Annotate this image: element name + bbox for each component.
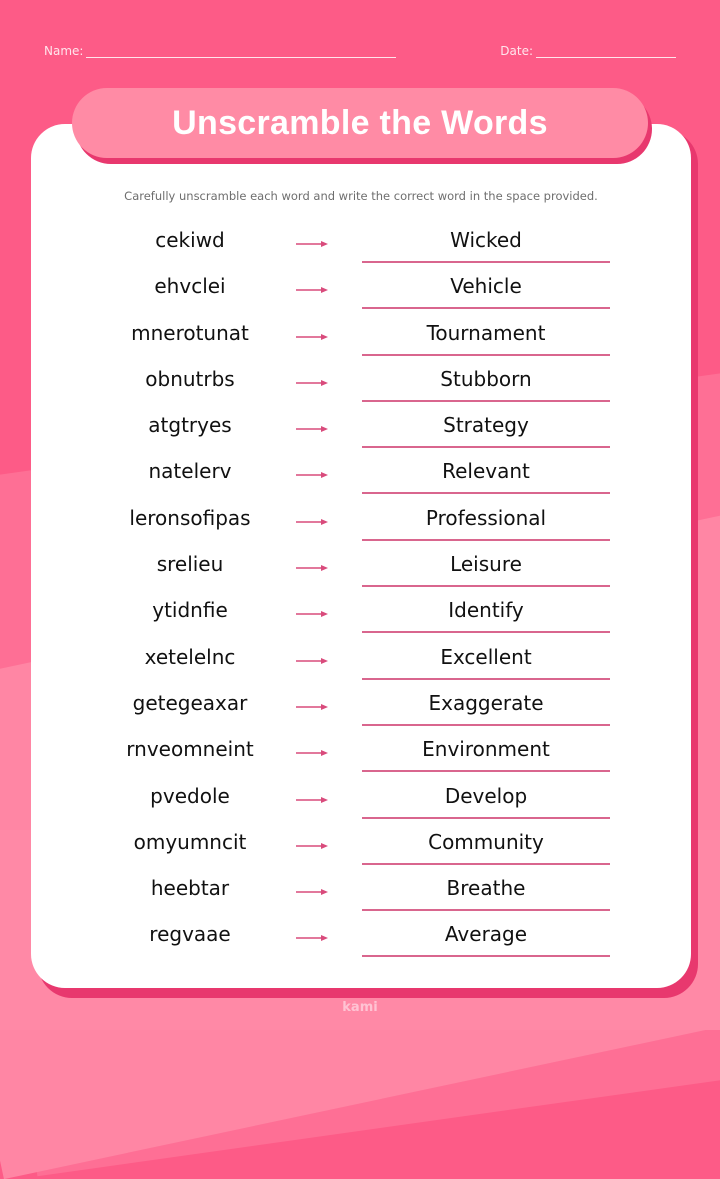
right-arrow-icon <box>296 518 328 526</box>
right-arrow-icon <box>296 333 328 341</box>
word-row <box>0 824 720 870</box>
right-arrow-icon <box>296 379 328 387</box>
word-row <box>0 268 720 314</box>
right-arrow-icon <box>296 703 328 711</box>
word-row <box>0 407 720 453</box>
answer-field[interactable]: Average <box>444 922 528 947</box>
right-arrow-icon <box>296 610 328 618</box>
answer-field[interactable]: Environment <box>422 737 550 762</box>
scrambled-word: natelerv <box>148 459 232 484</box>
word-row <box>0 731 720 777</box>
name-input-line[interactable] <box>86 43 396 58</box>
word-row <box>0 315 720 361</box>
scrambled-word: omyumncit <box>133 829 247 854</box>
kami-logo: kami <box>342 1000 378 1015</box>
instructions: Carefully unscramble each word and write the correct word in the space provided. <box>124 189 598 203</box>
scrambled-word: leronsofipas <box>129 505 251 530</box>
answer-field[interactable]: Develop <box>444 783 528 808</box>
worksheet-header <box>44 38 676 58</box>
date-input-line[interactable] <box>536 43 676 58</box>
word-list <box>0 222 720 963</box>
word-row <box>0 361 720 407</box>
word-row <box>0 870 720 916</box>
scrambled-word: srelieu <box>156 552 224 577</box>
date-field[interactable] <box>500 43 676 58</box>
answer-line <box>362 631 610 633</box>
answer-field[interactable]: Strategy <box>443 413 529 438</box>
right-arrow-icon <box>296 749 328 757</box>
scrambled-word: rnveomneint <box>126 737 254 762</box>
word-row <box>0 546 720 592</box>
right-arrow-icon <box>296 888 328 896</box>
answer-line <box>362 261 610 263</box>
date-label: Date: <box>500 44 533 58</box>
scrambled-word: regvaae <box>149 922 231 947</box>
answer-line <box>362 724 610 726</box>
answer-field[interactable]: Stubborn <box>440 366 532 391</box>
answer-line <box>362 400 610 402</box>
answer-line <box>362 354 610 356</box>
name-field[interactable] <box>44 43 396 58</box>
answer-field[interactable]: Exaggerate <box>428 690 544 715</box>
right-arrow-icon <box>296 240 328 248</box>
right-arrow-icon <box>296 796 328 804</box>
scrambled-word: cekiwd <box>155 228 225 252</box>
scrambled-word: mnerotunat <box>131 320 249 345</box>
page-title: Unscramble the Words <box>72 88 648 158</box>
answer-line <box>362 770 610 772</box>
answer-field[interactable]: Wicked <box>450 228 522 252</box>
right-arrow-icon <box>296 934 328 942</box>
scrambled-word: ytidnfie <box>152 598 228 623</box>
right-arrow-icon <box>296 286 328 294</box>
answer-line <box>362 817 610 819</box>
answer-field[interactable]: Relevant <box>442 459 530 484</box>
answer-line <box>362 307 610 309</box>
answer-field[interactable]: Leisure <box>450 552 522 577</box>
word-row <box>0 916 720 962</box>
word-row <box>0 592 720 638</box>
word-row <box>0 222 720 268</box>
right-arrow-icon <box>296 564 328 572</box>
right-arrow-icon <box>296 657 328 665</box>
scrambled-word: heebtar <box>150 876 230 901</box>
answer-field[interactable]: Professional <box>425 505 547 530</box>
word-row <box>0 500 720 546</box>
scrambled-word: obnutrbs <box>145 366 235 391</box>
word-row <box>0 778 720 824</box>
scrambled-word: getegeaxar <box>132 690 248 715</box>
scrambled-word: pvedole <box>150 783 230 808</box>
answer-field[interactable]: Excellent <box>440 644 532 669</box>
scrambled-word: atgtryes <box>148 413 232 438</box>
answer-line <box>362 539 610 541</box>
word-row <box>0 639 720 685</box>
answer-line <box>362 909 610 911</box>
right-arrow-icon <box>296 842 328 850</box>
answer-field[interactable]: Community <box>428 829 544 854</box>
answer-line <box>362 446 610 448</box>
right-arrow-icon <box>296 471 328 479</box>
right-arrow-icon <box>296 425 328 433</box>
word-row <box>0 453 720 499</box>
answer-line <box>362 863 610 865</box>
answer-line <box>362 678 610 680</box>
word-row <box>0 685 720 731</box>
answer-field[interactable]: Breathe <box>446 876 526 901</box>
scrambled-word: ehvclei <box>154 274 226 299</box>
scrambled-word: xetelelnc <box>144 644 236 669</box>
answer-line <box>362 585 610 587</box>
answer-field[interactable]: Vehicle <box>450 274 522 299</box>
name-label: Name: <box>44 44 84 58</box>
answer-field[interactable]: Identify <box>448 598 524 623</box>
answer-line <box>362 955 610 957</box>
answer-field[interactable]: Tournament <box>426 320 546 345</box>
answer-line <box>362 492 610 494</box>
